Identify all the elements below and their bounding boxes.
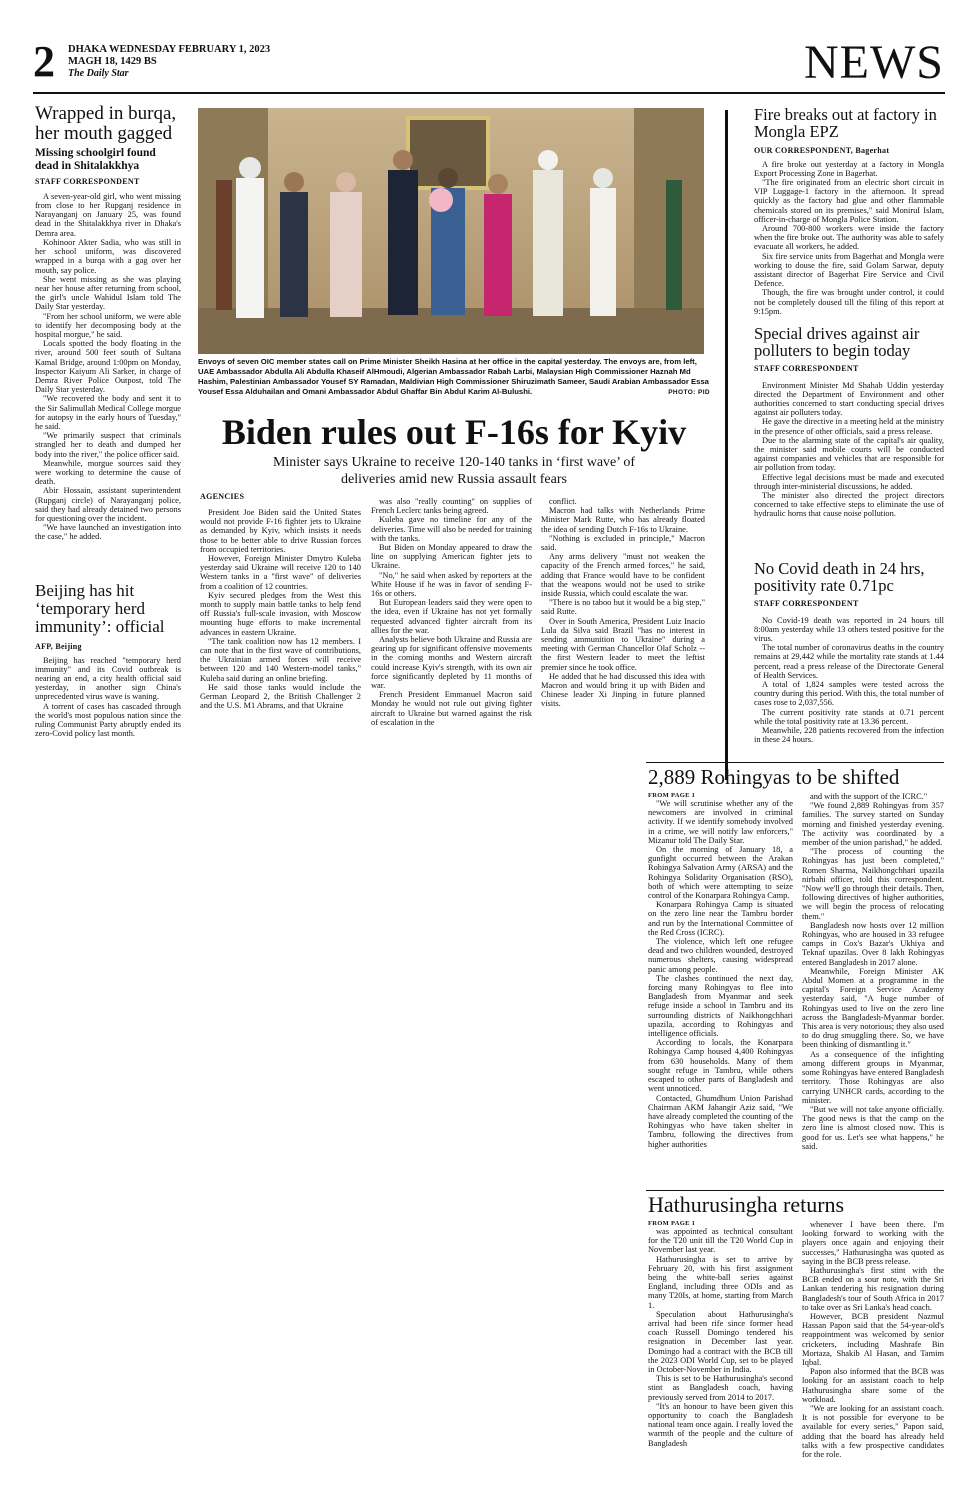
paragraph: Though, the fire was brought under control, it could not be completely doused till the filing of this report at 9:15pm. (754, 288, 944, 316)
paragraph: He gave the directive in a meeting held at the ministry in the presence of other officials, said a press release. (754, 417, 944, 436)
hathurusingha-from-page: FROM PAGE 1 (648, 1220, 696, 1227)
paper-logo: The Daily Star (68, 68, 129, 79)
photo-illustration (198, 108, 704, 354)
paragraph: Meanwhile, Foreign Minister AK Abdul Momen at a programme in the capital's Foreign Service Academy yesterday said, "A huge number of Rohingyas used to live on the zero line across the Bangladesh-Myanmar border. This area is very notorious; they also used to do drug smuggling there. So, we have been thinking of dismantling it." (802, 966, 944, 1050)
oic-envoys-photo (198, 108, 704, 354)
paragraph: "But we will not take anyone officially. The good news is that the camp on the zero line is almost closed now. This is good for us. Let's see what happens," he said. (802, 1104, 944, 1151)
rohingya-from-page: FROM PAGE 1 (648, 792, 696, 799)
paragraph: The total number of coronavirus deaths in the country remains at 29,442 while the mortality rate stands at 1.44 percent, read a press release of the Directorate General of Health Services. (754, 643, 944, 680)
paragraph: Analysts believe both Ukraine and Russia are gearing up for significant offensive movements in the coming months and Western aircraft could increase Kyiv's strength, with its own air force significantly depleted by 11 months of war. (371, 635, 532, 691)
burqa-byline: STAFF CORRESPONDENT (35, 176, 140, 186)
paragraph: He said those tanks would include the German Leopard 2, the British Challenger 2 and the U.S. M1 Abrams, and that Ukraine (200, 682, 361, 711)
paragraph: As a consequence of the infighting among different groups in Myanmar, some Rohingyas have entered Bangladesh territory. Those Rohingyas are also carrying UNHCR cards, according to the minister. (802, 1049, 944, 1105)
dateline-block (68, 44, 270, 80)
beijing-story (35, 582, 181, 782)
hathurusingha-col-1 (648, 1227, 793, 1475)
paragraph: President Joe Biden said the United States would not provide F-16 fighter jets to Ukraine as demanded by Kyiv, which insists it needs those to be better able to drive Russian forces from occupied territories. (200, 508, 361, 554)
burqa-story (35, 104, 181, 580)
paragraph: Any arms delivery "must not weaken the capacity of the French armed forces," he said, adding that France would have to be confident that the weapons would not be used to strike inside Russia, which could escalate the war. (541, 552, 705, 599)
paragraph: "We recovered the body and sent it to the Sir Salimullah Medical College morgue for autopsy in the early hours of Tuesday," he said. (35, 394, 181, 431)
covid-story (754, 560, 944, 782)
beijing-byline: AFP, Beijing (35, 641, 82, 651)
paragraph: But European leaders said they were open to the idea, even if Ukraine has not yet formally requested advanced fighter aircraft from its allies for the war. (371, 598, 532, 635)
paragraph: Over in South America, President Luiz Inacio Lula da Silva said Brazil "has no interest in sending ammunition to Ukraine" during a meeting with German Chancellor Olaf Scholz -- the first Western leader to meet the leftist premier since he took office. (541, 616, 705, 672)
paragraph: Kohinoor Akter Sadia, who was still in her school uniform, was discovered wrapped in a burqa with a gag over her mouth, say police. (35, 237, 181, 275)
rohingya-col-2 (802, 792, 944, 1187)
covid-byline: STAFF CORRESPONDENT (754, 598, 859, 608)
rohingya-col-1 (648, 799, 793, 1187)
photo-credit: PHOTO: PID (668, 389, 710, 396)
paragraph: On the morning of January 18, a gunfight occurred between the Arakan Rohingya Salvation Army (ARSA) and the Rohingya Solidarity Organisation (RSO), both of which were attempting to seize control of the Konarpara Rohingya Camp. (648, 845, 793, 901)
paragraph: was appointed as technical consultant for the T20 unit till the T20 World Cup in November last year. (648, 1227, 793, 1255)
paragraph: "The process of counting the Rohingyas has just been completed," Romen Sharma, Naikhongchhari upazila nirbahi officer, told this correspondent. "Now we'll go through their details. Then, following directives of higher authorities, we will begin the process of relocating them." (802, 847, 944, 921)
paragraph: Effective legal decisions must be made and executed through inter-ministerial discussions, he added. (754, 472, 944, 491)
paragraph: whenever I have been there. I'm looking forward to working with the players once again and enjoying their successes," Hathurusingha was quoted as saying in the BCB press release. (802, 1220, 944, 1266)
paragraph: Locals spotted the body floating in the river, around 500 feet south of Sultana Kamal Bridge, around 1:00pm on Monday, Inspector Kaiyum Ali Sarker, in charge of Demra River Police Outpost, told The Daily Star yesterday. (35, 339, 181, 395)
biden-col-1 (200, 508, 361, 784)
paragraph: Bangladesh now hosts over 12 million Rohingyas, who are housed in 33 refugee camps in Cox's Bazar's Ukhiya and Teknaf upazilas. Over 8 lakh Rohingyas entered Bangladesh in 2017 alone. (802, 920, 944, 967)
burqa-subhead: Missing schoolgirl found dead in Shitalakkhya (35, 146, 156, 172)
dateline: DHAKA WEDNESDAY FEBRUARY 1, 2023 (68, 44, 271, 55)
paragraph: "The fire originated from an electric short circuit in VIP Luggage-1 factory in the afternoon. It spread quickly as the factory had glue and other flammable chemicals stored on its premises," said MoniruI Islam, officer-in-charge of Mongla Police Station. (754, 178, 944, 224)
paragraph: The current positivity rate stands at 0.71 percent while the total positivity rate at 13.36 percent. (754, 707, 944, 726)
paragraph: A fire broke out yesterday at a factory in Mongla Export Processing Zone in Bagerhat. (754, 159, 944, 178)
paragraph: "We are looking for an assistant coach. It is not possible for everyone to be available for every series," Papon said, adding that the board has already held talks with a few prospective candidates for the role. (802, 1404, 944, 1460)
biden-col-2 (371, 497, 532, 784)
paragraph: A torrent of cases has cascaded through the world's most populous nation since the ruling Communist Party abruptly ended its zero-Covid policy last month. (35, 701, 181, 739)
biden-byline: AGENCIES (200, 492, 245, 501)
paragraph: "We found 2,889 Rohingyas from 357 families. The survey started on Sunday morning and finished yesterday evening. The activity was coordinated by a member of the union parishad," he added. (802, 801, 944, 848)
paragraph: "From her school uniform, we were able to identify her decomposing body at the hospital morgue," he said. (35, 311, 181, 339)
hathurusingha-col-2 (802, 1220, 944, 1475)
burqa-body (35, 192, 181, 542)
paragraph: "Nothing is excluded in principle," Macron said. (541, 533, 705, 553)
paragraph: and with the support of the ICRC." (810, 792, 928, 801)
covid-headline: No Covid death in 24 hrs, positivity rate 0.71pc (754, 560, 925, 596)
paragraph: was also "really counting" on supplies of French Leclerc tanks being agreed. (371, 497, 532, 516)
polluters-body (754, 381, 944, 519)
paragraph: A seven-year-old girl, who went missing from close to her Rupganj residence in Narayanganj on January 25, was found dead in the Shitalakkhya river in Dhaka's Demra area. (35, 191, 181, 238)
rohingya-headline: 2,889 Rohingyas to be shifted (648, 765, 900, 789)
paragraph: "There is no taboo but it would be a big step," said Rutte. (541, 598, 705, 617)
paragraph: French President Emmanuel Macron said Monday he would not rule out giving fighter aircraft to Ukraine but warned against the risk of escalation in the (371, 690, 532, 727)
paragraph: The minister also directed the project directors concerned to take effective steps to eliminate the use of hydraulic horns that cause noise pollution. (754, 491, 944, 519)
paragraph: "It's an honour to have been given this opportunity to coach the Bangladesh national team once again. I really loved the warmth of the people and the culture of Bangladesh (648, 1401, 793, 1448)
beijing-body (35, 656, 181, 739)
paragraph: She went missing as she was playing near her house after returning from school, the girl's uncle Wahidul Islam told The Daily Star yesterday. (35, 274, 181, 312)
biden-subhead: Minister says Ukraine to receive 120-140 tanks in ‘first wave’ of deliveries amid new Russia assault fears (272, 455, 636, 487)
paragraph: A total of 1,824 samples were tested across the country during this period. With this, the total number of cases rose to 2,037,556. (754, 680, 944, 708)
paragraph: However, BCB president Nazmul Hassan Papon said that the 54-year-old's reappointment was welcomed by senior cricketers, including Mashrafe Bin Mortaza, Shakib Al Hasan, and Tamim Iqbal. (802, 1312, 944, 1368)
hathurusingha-top-rule (646, 1190, 944, 1191)
fire-byline: OUR CORRESPONDENT, Bagerhat (754, 145, 890, 155)
paragraph: "We primarily suspect that criminals strangled her to death and dumped her body into the river," the police officer said. (35, 431, 181, 459)
paragraph: Meanwhile, 228 patients recovered from the infection in these 24 hours. (754, 726, 944, 745)
paragraph: Kuleba gave no timeline for any of the deliveries. Time will also be needed for training with the tanks. (371, 515, 532, 543)
biden-headline: Biden rules out F-16s for Kyiv (221, 412, 687, 452)
paragraph: "The tank coalition now has 12 members. I can note that in the first wave of contributions, the Ukrainian armed forces will receive between 120 and 140 Western-model tanks," Kuleba said during an online briefing. (200, 636, 361, 683)
paragraph: Konarpara Rohingya Camp is situated on the zero line near the Tambru border and run by the International Committee of the Red Cross (ICRC). (648, 900, 793, 937)
covid-body (754, 616, 944, 745)
paragraph: "We will scrutinise whether any of the newcomers are involved in criminal activity. If we identify somebody involved in a crime, we will notify law enforcers," Mizanur told The Daily Star. (648, 799, 793, 845)
paragraph: But Biden on Monday appeared to draw the line on supplying American fighter jets to Ukraine. (371, 543, 532, 571)
paragraph: Hathurusingha is set to arrive by February 20, with his first assignment being the white-ball series against England, including three ODIs and as many T20Is, at home, starting from March 1. (648, 1254, 793, 1310)
paragraph: conflict. (549, 497, 577, 506)
caption-text: Envoys of seven OIC member states call on Prime Minister Sheikh Hasina at her office in the capital yesterday. The envoys are, from left, UAE Ambassador Abdulla Ali Abdulla Khaseif AlHmoudi, Algerian Ambassador Rabah Larbi, Malaysian High Commissioner Haznah Md Hashim, Palestinian Ambassador Yousef SY Ramadan, Maldivian High Commissioner Shiruzimath Sameer, Saudi Arabian Ambassador Essa Yousef Essa Alduhailan and Omani Ambassador Abdul Ghaffar Bin Abdul Karim Al-Bulushi. (198, 357, 709, 396)
paragraph: Speculation about Hathurusingha's arrival had been rife since former head coach Russell Domingo tendered his resignation in December last year. Domingo had a contract with the BCB till the 2023 ODI World Cup, set to be played in October-November in India. (648, 1309, 793, 1375)
paragraph: Due to the alarming state of the capital's air quality, the minister said mobile courts will be conducted against companies and vehicles that are responsible for air pollution from today. (754, 435, 944, 473)
photo-caption (198, 357, 710, 403)
paragraph: No Covid-19 death was reported in 24 hours till 8:00am yesterday while 13 others tested positive for the virus. (754, 615, 944, 644)
paragraph: Beijing has reached "temporary herd immunity" and its Covid outbreak is nearing an end, a city health official said yesterday, in another sign China's unprecedented virus wave is waning. (35, 655, 181, 702)
paragraph: The clashes continued the next day, forcing many Rohingyas to flee into Bangladesh from Myanmar and seek refuge inside a school in Tambru and its surrounding districts of Naikhongchhari upazila, according to Rohingyas and intelligence officials. (648, 973, 793, 1039)
hathurusingha-headline: Hathurusingha returns (648, 1192, 845, 1217)
column-divider (725, 110, 728, 780)
bengali-date: MAGH 18, 1429 BS (68, 56, 157, 67)
paragraph: Meanwhile, morgue sources said they were working to determine the cause of death. (35, 458, 181, 487)
paragraph: Abir Hossain, assistant superintendent (Rupganj circle) of Narayanganj police, said they had already detained two persons for questioning over the incident. (35, 486, 181, 523)
polluters-headline: Special drives against air polluters to begin today (754, 325, 920, 361)
paragraph: Papon also informed that the BCB was looking for an assistant coach to help Hathurusingha share some of the workload. (802, 1367, 944, 1404)
paragraph: However, Foreign Minister Dmytro Kuleba yesterday said Ukraine will receive 120 to 140 Western tanks in a "first wave" of deliveries from a coalition of 12 countries. (200, 554, 361, 591)
paragraph: Around 700-800 workers were inside the factory when the fire broke out. The authority was able to safely evacuate all workers, he added. (754, 224, 944, 252)
masthead-rule (33, 92, 945, 94)
paragraph: Kyiv secured pledges from the West this month to supply main battle tanks to help fend off Russia's full-scale invasion, with Moscow mounting huge efforts to make incremental advances in eastern Ukraine. (200, 590, 361, 637)
paragraph: Contacted, Ghumdhum Union Parishad Chairman AKM Jahangir Aziz said, "We have already completed the counting of the Rohingyas who have taken shelter in Tambru, following the directives from higher authorities (648, 1093, 793, 1149)
fire-body (754, 160, 944, 316)
paragraph: "No," he said when asked by reporters at the White House if he was in favor of sending F-16s or others. (371, 570, 532, 599)
paragraph: This is set to be Hathurusingha's second stint as Bangladesh coach, having previously served from 2014 to 2017. (648, 1374, 793, 1402)
polluters-story (754, 325, 944, 559)
fire-story (754, 106, 944, 324)
paragraph: Six fire service units from Bagerhat and Mongla were working to douse the fire, said Golam Sarwar, deputy assistant director of Bagerhat Fire Service and Civil Defence. (754, 251, 944, 289)
fire-headline: Fire breaks out at factory in Mongla EPZ (754, 106, 937, 142)
section-title: NEWS (804, 36, 944, 89)
polluters-byline: STAFF CORRESPONDENT (754, 363, 859, 373)
biden-col-3 (541, 497, 705, 784)
paragraph: Macron had talks with Netherlands Prime Minister Mark Rutte, who has already floated the idea of sending Dutch F-16s to Ukraine. (541, 506, 705, 534)
page-number: 2 (33, 37, 55, 86)
paragraph: According to locals, the Konarpara Rohingya Camp housed 4,400 Rohingyas from 630 households. Many of them sought refuge in Tambru, while others escaped to other parts of Bangladesh and went unnoticed. (648, 1038, 793, 1094)
paragraph: He added that he had discussed this idea with Macron and would bring it up with Biden and Chinese leader Xi Jinping in future planned visits. (541, 671, 705, 709)
rohingya-top-rule (646, 762, 944, 763)
beijing-headline: Beijing has hit ‘temporary herd immunity’: official (35, 582, 165, 636)
burqa-headline: Wrapped in burqa, her mouth gagged (35, 104, 177, 144)
paragraph: The violence, which left one refugee dead and two children wounded, destroyed numerous shelters, causing widespread panic among people. (648, 937, 793, 974)
paragraph: Hathurusingha's first stint with the BCB ended on a sour note, with the Sri Lankan tendering his resignation during Bangladesh's tour of South Africa in 2017 to take over as Sri Lanka's head coach. (802, 1266, 944, 1312)
paragraph: "We have launched an investigation into the case," he added. (35, 523, 181, 542)
paragraph: Environment Minister Md Shahab Uddin yesterday directed the Department of Environment and other authorities concerned to start conducting special drives against air polluters today. (754, 380, 944, 418)
